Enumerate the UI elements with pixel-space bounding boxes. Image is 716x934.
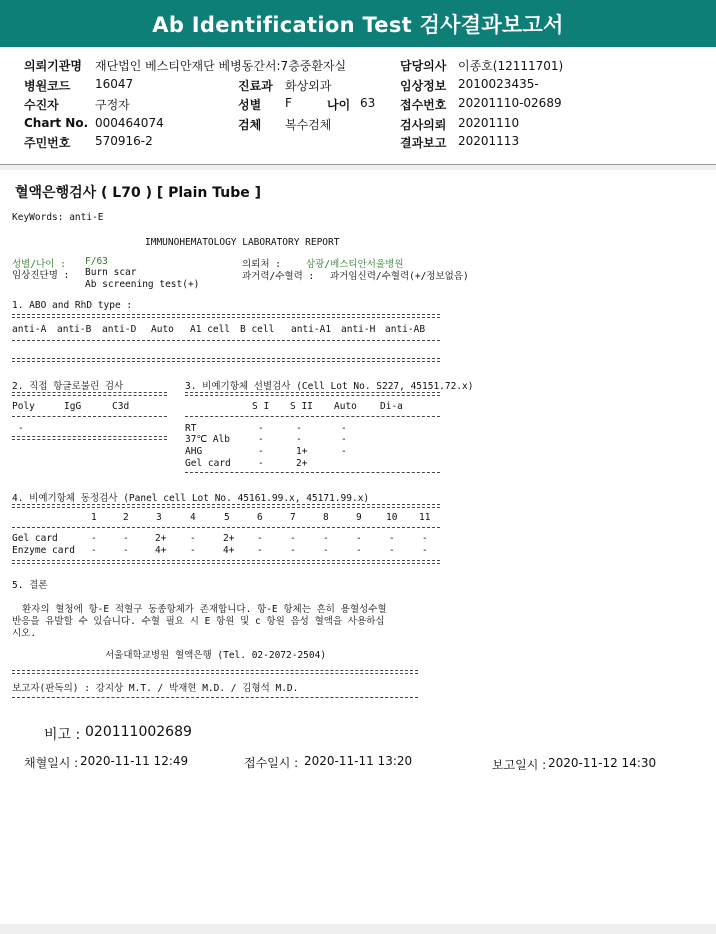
panel-col-header: 9: [356, 512, 362, 523]
screening-col-header: S I: [252, 401, 270, 412]
panel-value: -: [389, 533, 395, 544]
panel-value: -: [422, 545, 428, 556]
receipt-no-value: 20201110-02689: [458, 96, 562, 110]
note-value: 020111002689: [85, 724, 192, 740]
screening-value: -: [296, 434, 302, 445]
sex-value: F: [285, 96, 292, 110]
reported-label: 결과보고: [400, 136, 447, 150]
report-banner: [0, 0, 716, 47]
divider: [12, 314, 440, 318]
panel-value: -: [190, 545, 196, 556]
screening-value: 2+: [296, 458, 308, 469]
panel-col-header: 11: [419, 512, 431, 523]
dat-col-header: Poly: [12, 401, 35, 412]
divider: [12, 697, 418, 698]
requester-label: 의뢰처 :: [242, 259, 281, 270]
screening-value: -: [341, 423, 347, 434]
abo-col-header: anti-H: [341, 324, 376, 335]
doctor-value: 이종호(12111701): [458, 59, 564, 73]
requester-value: 삼광/베스티안서울병원: [306, 259, 404, 270]
panel-col-header: 6: [257, 512, 263, 523]
divider: [12, 392, 167, 396]
dept-label: 진료과: [238, 79, 273, 93]
panel-col-header: 8: [323, 512, 329, 523]
clinical-info-value: 2010023435-: [458, 77, 539, 91]
panel-value: -: [323, 533, 329, 544]
divider: [12, 340, 440, 341]
divider: [185, 416, 440, 417]
screening-value: -: [258, 446, 264, 457]
received-label: 접수일시 :: [244, 756, 299, 770]
panel-value: -: [91, 545, 97, 556]
specimen-value: 복수검체: [285, 118, 332, 132]
panel-col-header: 7: [290, 512, 296, 523]
panel-value: -: [190, 533, 196, 544]
panel-value: -: [422, 533, 428, 544]
report-title: Ab Identification Test 검사결과보고서: [152, 12, 564, 37]
age-label: 나이: [327, 98, 351, 112]
divider: [12, 504, 440, 508]
panel-col-header: 10: [386, 512, 398, 523]
screening-value: -: [341, 434, 347, 445]
panel-value: -: [356, 533, 362, 544]
history-value: 과거임신력/수혈력(+/정보없음): [330, 271, 469, 282]
collected-value: 2020-11-11 12:49: [80, 754, 189, 768]
divider: [12, 670, 418, 674]
screening-row-label: AHG: [185, 446, 203, 457]
panel-value: -: [290, 533, 296, 544]
id-no-label: 주민번호: [24, 136, 71, 150]
divider: [185, 472, 440, 473]
panel-value: 2+: [223, 533, 235, 544]
dat-col-header: C3d: [112, 401, 130, 412]
abo-col-header: Auto: [151, 324, 174, 335]
reporters: 보고자(판독의) : 강지상 M.T. / 박재현 M.D. / 김형석 M.D.: [12, 683, 299, 694]
received-value: 2020-11-11 13:20: [304, 754, 413, 768]
abo-col-header: anti-B: [57, 324, 92, 335]
diagnosis-line-1: Burn scar: [85, 267, 137, 278]
divider: [12, 436, 167, 440]
collected-label: 채혈일시 :: [24, 756, 79, 770]
screening-col-header: Di-a: [380, 401, 403, 412]
conclusion-line: 반응을 유발할 수 있습니다. 수혈 필요 시 E 항원 및 c 항원 음성 혈액을 사용하십: [12, 616, 385, 627]
clinical-info-label: 임상정보: [400, 79, 447, 93]
dat-value: -: [18, 423, 24, 434]
panel-value: -: [123, 545, 129, 556]
abo-col-header: anti-D: [102, 324, 137, 335]
screening-row-label: Gel card: [185, 458, 231, 469]
panel-value: -: [257, 533, 263, 544]
history-label: 과거력/수혈력 :: [242, 271, 315, 282]
panel-col-header: 3: [156, 512, 162, 523]
patient-info-panel: [0, 47, 716, 165]
panel-value: 2+: [155, 533, 167, 544]
panel-title: 4. 비예기항체 동정검사 (Panel cell Lot No. 45161.99.x, 45171.99.x): [12, 493, 370, 504]
report-date-value: 2020-11-12 14:30: [548, 756, 657, 770]
screening-title: 3. 비예기항체 선별검사 (Cell Lot No. S227, 45151.72.x): [185, 381, 474, 392]
panel-value: -: [257, 545, 263, 556]
screening-value: -: [258, 423, 264, 434]
hospital-code-label: 병원코드: [24, 79, 71, 93]
keywords: KeyWords: anti-E: [12, 212, 104, 223]
divider: [12, 416, 167, 417]
panel-value: -: [389, 545, 395, 556]
panel-col-header: 2: [123, 512, 129, 523]
panel-value: -: [290, 545, 296, 556]
divider: [12, 527, 440, 528]
blood-bank-contact: 서울대학교병원 혈액은행 (Tel. 02-2072-2504): [105, 650, 327, 661]
patient-value: 구정자: [95, 98, 130, 112]
report-date-label: 보고일시 :: [492, 758, 547, 772]
panel-col-header: 5: [224, 512, 230, 523]
abo-title: 1. ABO and RhD type :: [12, 300, 133, 311]
hospital-code-value: 16047: [95, 77, 134, 91]
screening-col-header: Auto: [334, 401, 357, 412]
panel-col-header: 1: [91, 512, 97, 523]
dept-value: 화상외과: [285, 79, 332, 93]
divider: [12, 560, 440, 564]
screening-value: -: [341, 446, 347, 457]
panel-row-label: Gel card: [12, 533, 58, 544]
panel-value: 4+: [223, 545, 235, 556]
chart-no-value: 000464074: [95, 116, 164, 130]
screening-row-label: RT: [185, 423, 197, 434]
conclusion-title: 5. 결론: [12, 580, 48, 591]
abo-col-header: A1 cell: [190, 324, 231, 335]
panel-value: -: [356, 545, 362, 556]
institution-label: 의뢰기관명: [24, 59, 82, 73]
screening-col-header: S II: [290, 401, 313, 412]
conclusion-line: 시오.: [12, 628, 37, 639]
age-value: 63: [360, 96, 376, 110]
report-sheet: [0, 170, 716, 924]
abo-col-header: B cell: [240, 324, 275, 335]
panel-value: -: [91, 533, 97, 544]
lab-report-title: IMMUNOHEMATOLOGY LABORATORY REPORT: [145, 237, 340, 248]
note-label: 비고 :: [44, 727, 81, 743]
id-no-value: 570916-2: [95, 134, 153, 148]
conclusion-line: 환자의 혈청에 항-E 적혈구 동종항체가 존재합니다. 항-E 항체는 흔히 용혈성수혈: [22, 604, 387, 615]
dat-title: 2. 직접 항글로불린 검사: [12, 381, 124, 392]
panel-value: 4+: [155, 545, 167, 556]
receipt-no-label: 접수번호: [400, 98, 447, 112]
institution-value: 재단법인 베스티안재단 베병동간서:7층중환자실: [95, 59, 347, 73]
requested-value: 20201110: [458, 116, 520, 130]
screening-row-label: 37℃ Alb: [185, 434, 230, 445]
screening-value: -: [258, 434, 264, 445]
chart-no-label: Chart No.: [24, 116, 89, 130]
panel-value: -: [123, 533, 129, 544]
requested-label: 검사의뢰: [400, 118, 447, 132]
divider: [12, 358, 440, 362]
diagnosis-label: 임상진단명 :: [12, 270, 70, 281]
divider: [185, 392, 440, 396]
screening-value: 1+: [296, 446, 308, 457]
diagnosis-line-2: Ab screening test(+): [85, 279, 200, 290]
abo-col-header: anti-A: [12, 324, 47, 335]
panel-value: -: [323, 545, 329, 556]
sex-age-value: F/63: [85, 256, 108, 267]
specimen-label: 검체: [238, 118, 262, 132]
sex-label: 성별: [238, 98, 262, 112]
dat-col-header: IgG: [64, 401, 82, 412]
patient-label: 수진자: [24, 98, 59, 112]
abo-col-header: anti-AB: [385, 324, 426, 335]
panel-col-header: 4: [190, 512, 196, 523]
doctor-label: 담당의사: [400, 59, 447, 73]
reported-value: 20201113: [458, 134, 520, 148]
panel-row-label: Enzyme card: [12, 545, 75, 556]
screening-value: -: [258, 458, 264, 469]
screening-value: -: [296, 423, 302, 434]
sex-age-label: 성별/나이 :: [12, 259, 66, 270]
abo-col-header: anti-A1: [291, 324, 332, 335]
section-title: 혈액은행검사 ( L70 ) [ Plain Tube ]: [15, 185, 262, 201]
